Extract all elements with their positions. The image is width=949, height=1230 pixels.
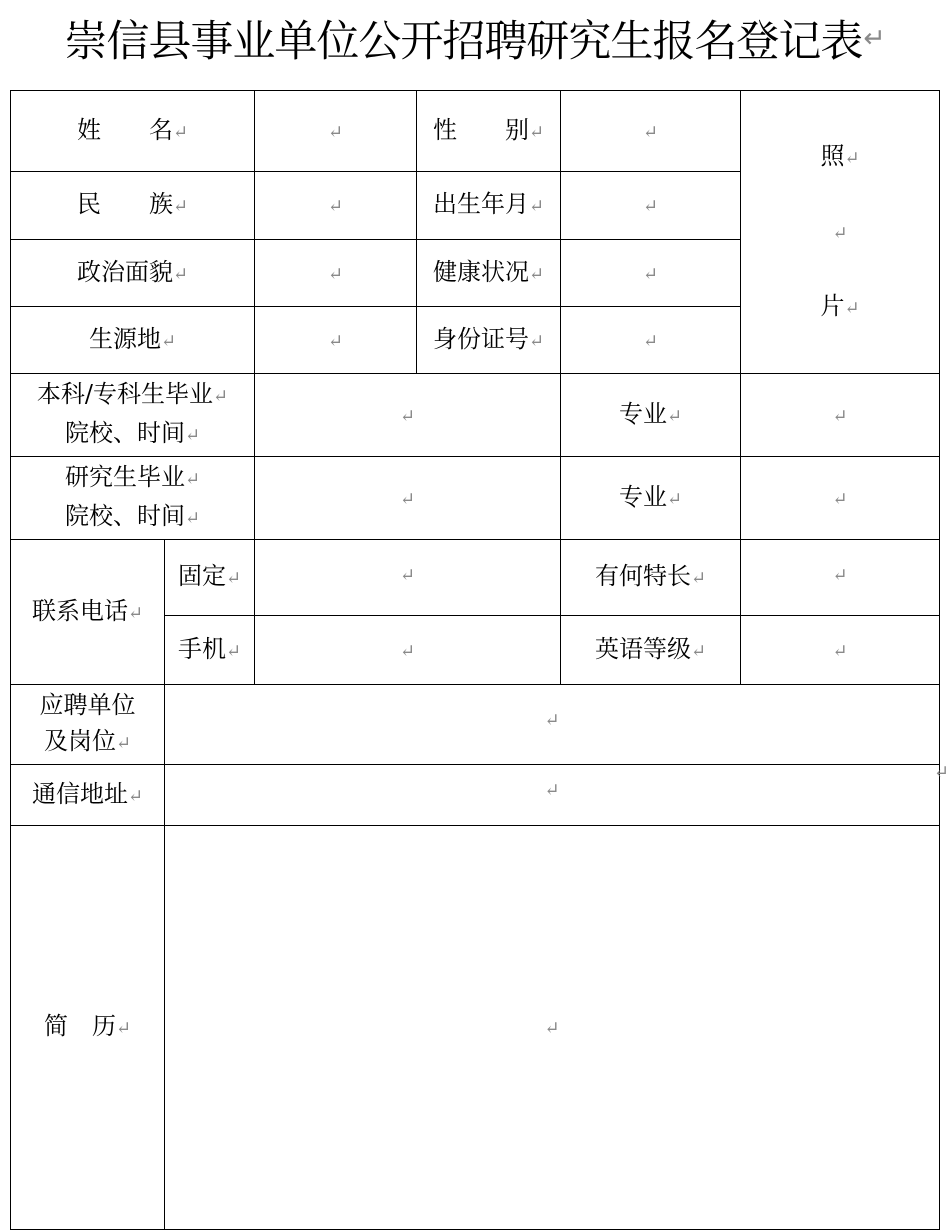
row-end-mark-icon: ↵ (933, 762, 949, 783)
field-origin[interactable] (255, 307, 417, 374)
paragraph-mark-icon: ↵ (544, 780, 560, 801)
label-grad-major-cell (561, 457, 741, 540)
paragraph-mark-icon: ↵ (327, 330, 344, 352)
label-grad-cell (11, 457, 255, 540)
paragraph-mark-icon: ↵ (127, 785, 144, 807)
label-ethnicity-cell (11, 172, 255, 240)
label-phone-cell (11, 540, 165, 685)
paragraph-mark-icon: ↵ (399, 488, 416, 510)
paragraph-mark-icon: ↵ (544, 710, 560, 731)
paragraph-mark-icon: ↵ (642, 196, 659, 217)
paragraph-mark-icon: ↵ (844, 147, 860, 169)
paragraph-mark-icon: ↵ (399, 405, 416, 427)
paragraph-mark-icon: ↵ (642, 121, 659, 143)
paragraph-mark-icon: ↵ (666, 405, 683, 427)
paragraph-mark-icon: ↵ (184, 469, 201, 490)
photo-label-top: 照↵ (820, 141, 860, 170)
paragraph-mark-icon: ↵ (529, 330, 545, 352)
form-title (0, 8, 949, 68)
paragraph-mark-icon: ↵ (690, 568, 707, 589)
label-id-number-cell (417, 307, 561, 374)
label-political: 政治面貌 (76, 257, 173, 286)
label-undergrad-line1: 本科/专科生毕业↵ (36, 380, 229, 408)
label-id-number: 身份证号 (433, 324, 529, 353)
paragraph-mark-icon: ↵ (690, 640, 707, 662)
paragraph-mark-icon: ↵ (832, 565, 848, 586)
label-name: 姓 名 (76, 115, 173, 144)
label-origin: 生源地 (88, 324, 161, 353)
paragraph-mark-icon: ↵ (863, 22, 885, 54)
paragraph-mark-icon: ↵ (529, 121, 545, 143)
form-row-position (11, 685, 940, 765)
field-landline[interactable] (255, 540, 561, 616)
paragraph-mark-icon: ↵ (327, 263, 344, 285)
label-political-cell (11, 240, 255, 307)
label-address: 通信地址 (31, 779, 128, 808)
paragraph-mark-icon: ↵ (832, 405, 848, 427)
label-origin-cell (11, 307, 255, 374)
form-title-text: 崇信县事业单位公开招聘研究生报名登记表 (64, 16, 863, 67)
label-resume-cell (11, 826, 165, 1230)
label-grad-line1: 研究生毕业↵ (64, 463, 201, 491)
label-address-cell (11, 765, 165, 826)
paragraph-mark-icon: ↵ (642, 330, 659, 352)
paragraph-mark-icon: ↵ (399, 641, 416, 662)
label-name-cell (11, 91, 255, 172)
paragraph-mark-icon: ↵ (544, 1018, 560, 1039)
form-row-name (11, 91, 940, 172)
label-undergrad-line2: 院校、时间↵ (64, 419, 201, 447)
paragraph-mark-icon: ↵ (844, 297, 860, 319)
label-ethnicity: 民 族 (76, 190, 173, 218)
label-english-level: 英语等级 (594, 634, 691, 663)
label-position-cell (11, 685, 165, 765)
paragraph-mark-icon: ↵ (832, 488, 848, 510)
label-resume: 简 历 (43, 1012, 116, 1040)
form-row-grad (11, 457, 940, 540)
paragraph-mark-icon: ↵ (184, 425, 201, 446)
form-row-resume (11, 826, 940, 1230)
label-mobile-cell (165, 616, 255, 685)
field-address[interactable] (165, 765, 940, 826)
label-phone: 联系电话 (31, 596, 128, 625)
paragraph-mark-icon: ↵ (642, 263, 659, 285)
paragraph-mark-icon: ↵ (832, 641, 848, 662)
label-landline: 固定 (177, 562, 226, 590)
label-position-line2: 及岗位↵ (43, 727, 132, 755)
field-english-level[interactable] (741, 616, 940, 685)
field-position[interactable] (165, 685, 940, 765)
label-undergrad-cell (11, 374, 255, 457)
field-undergrad-school[interactable] (255, 374, 561, 457)
paragraph-mark-icon: ↵ (399, 565, 416, 586)
field-political[interactable] (255, 240, 417, 307)
field-grad-school[interactable] (255, 457, 561, 540)
label-birth: 出生年月 (433, 190, 529, 218)
field-grad-major[interactable] (741, 457, 940, 540)
label-undergrad-major: 专业 (618, 399, 667, 428)
field-name[interactable] (255, 91, 417, 172)
paragraph-mark-icon: ↵ (666, 488, 683, 510)
label-health-cell (417, 240, 561, 307)
paragraph-mark-icon: ↵ (172, 121, 189, 143)
field-id-number[interactable] (561, 307, 741, 374)
paragraph-mark-icon: ↵ (529, 263, 545, 285)
form-row-undergrad (11, 374, 940, 457)
paragraph-mark-icon: ↵ (115, 733, 132, 754)
form-row-landline (11, 540, 940, 616)
label-undergrad-major-cell (561, 374, 741, 457)
field-mobile[interactable] (255, 616, 561, 685)
field-undergrad-major[interactable] (741, 374, 940, 457)
label-grad-major: 专业 (618, 482, 667, 511)
paragraph-mark-icon: ↵ (172, 263, 189, 285)
label-specialty-cell (561, 540, 741, 616)
photo-label-bottom: 片↵ (820, 291, 860, 320)
label-grad-line2: 院校、时间↵ (64, 502, 201, 530)
paragraph-mark-icon: ↵ (172, 196, 189, 217)
photo-blank-line (741, 195, 939, 270)
field-gender[interactable] (561, 91, 741, 172)
field-birth[interactable] (561, 172, 741, 240)
field-ethnicity[interactable] (255, 172, 417, 240)
paragraph-mark-icon: ↵ (225, 568, 242, 589)
form-row-address (11, 765, 940, 826)
label-position-line1: 应聘单位 (39, 691, 136, 719)
paragraph-mark-icon: ↵ (832, 222, 848, 244)
field-specialty[interactable] (741, 540, 940, 616)
label-birth-cell (417, 172, 561, 240)
label-landline-cell (165, 540, 255, 616)
label-health: 健康状况 (433, 257, 529, 286)
paragraph-mark-icon: ↵ (160, 330, 177, 352)
label-english-level-cell (561, 616, 741, 685)
field-health[interactable] (561, 240, 741, 307)
paragraph-mark-icon: ↵ (213, 386, 229, 407)
label-gender-cell (417, 91, 561, 172)
photo-box[interactable] (741, 91, 940, 374)
label-mobile: 手机 (177, 634, 226, 663)
paragraph-mark-icon: ↵ (115, 1018, 132, 1039)
paragraph-mark-icon: ↵ (184, 508, 201, 529)
field-resume[interactable] (165, 826, 940, 1230)
label-gender: 性 别 (433, 115, 529, 144)
label-specialty: 有何特长 (594, 562, 691, 590)
paragraph-mark-icon: ↵ (327, 196, 344, 217)
registration-form-table (10, 90, 940, 1230)
paragraph-mark-icon: ↵ (225, 640, 242, 662)
paragraph-mark-icon: ↵ (327, 121, 344, 143)
paragraph-mark-icon: ↵ (529, 196, 545, 217)
paragraph-mark-icon: ↵ (127, 602, 144, 624)
